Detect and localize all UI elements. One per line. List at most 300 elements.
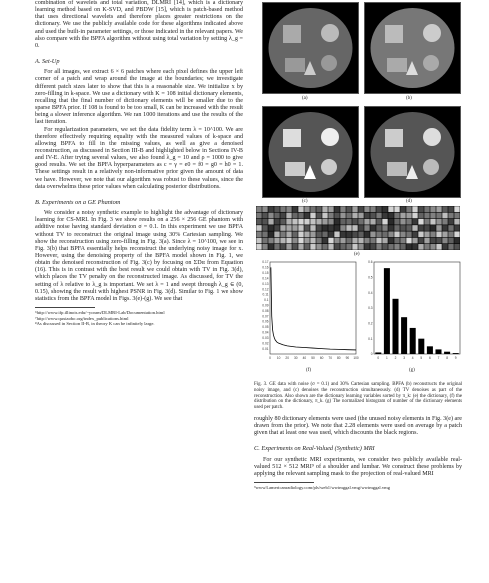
dictionary-patch <box>406 225 411 231</box>
dictionary-patch <box>328 206 333 212</box>
dictionary-patch <box>400 213 405 219</box>
dictionary-patch <box>310 244 315 250</box>
histogram-bar-chart <box>358 258 464 366</box>
dictionary-patch <box>304 225 309 231</box>
dictionary-patch <box>436 219 441 225</box>
dictionary-patch <box>454 213 459 219</box>
dictionary-patch <box>430 231 435 237</box>
section-setup-title: A. Set-Up <box>35 58 60 66</box>
dictionary-patch <box>364 219 369 225</box>
dictionary-patch <box>382 238 387 244</box>
right-paragraph-1: roughly 80 dictionary elements were used (the unused noisy elements in Fig. 3(e) are drawn from the prior). We note that 2.28 elements were used on average by a patch given that at least one was used, which discounts the black regions. <box>254 415 462 437</box>
y-tick-label: 0.17 <box>262 260 269 265</box>
y-tick-label: 0.6 <box>368 260 373 265</box>
dictionary-patch <box>292 231 297 237</box>
dictionary-patch <box>256 219 261 225</box>
dictionary-patch <box>262 225 267 231</box>
y-tick-label: 0 <box>370 352 373 357</box>
panel-e-label: (e) <box>354 252 360 257</box>
dictionary-patch <box>340 231 345 237</box>
dictionary-patch <box>400 225 405 231</box>
dictionary-patch <box>280 238 285 244</box>
dictionary-patch <box>310 219 315 225</box>
histogram-bar <box>453 353 459 354</box>
dictionary-patch <box>340 213 345 219</box>
dictionary-patch <box>376 213 381 219</box>
dictionary-patch <box>298 244 303 250</box>
x-tick-label: 50 <box>311 356 315 360</box>
y-tick-label: 0.06 <box>262 319 269 324</box>
dictionary-patch <box>268 206 273 212</box>
x-tick-label: 60 <box>319 356 324 360</box>
dictionary-patch <box>310 206 315 212</box>
dictionary-patch <box>322 231 327 237</box>
panel-f-label: (f) <box>306 368 311 373</box>
y-tick-label: 0.13 <box>262 281 269 286</box>
panel-a-image <box>262 2 359 94</box>
dictionary-patch <box>256 238 261 244</box>
dictionary-patch <box>448 225 453 231</box>
dictionary-patch <box>256 225 261 231</box>
dictionary-patch <box>352 238 357 244</box>
dictionary-patch <box>292 225 297 231</box>
histogram-bar <box>410 328 416 354</box>
dictionary-patch <box>418 206 423 212</box>
dictionary-patch <box>376 244 381 250</box>
x-tick-label: 0 <box>269 356 271 360</box>
dictionary-patch <box>256 206 261 212</box>
dictionary-patch <box>340 244 345 250</box>
dictionary-patch <box>442 244 447 250</box>
dictionary-patch <box>430 244 435 250</box>
y-tick-label: 0.03 <box>262 335 269 340</box>
dictionary-patch <box>448 244 453 250</box>
dictionary-patch <box>424 206 429 212</box>
dictionary-patch <box>334 219 339 225</box>
x-tick-label: 80 <box>337 356 341 360</box>
dictionary-patch <box>364 206 369 212</box>
dictionary-patch <box>394 244 399 250</box>
dictionary-patch <box>262 244 267 250</box>
footnote-9: ⁹www3.americanradiology.com/pls/web1/wwimggal.vmg/wwimggal.vmg <box>254 485 391 491</box>
dictionary-patch <box>280 231 285 237</box>
dictionary-patch <box>256 244 261 250</box>
dictionary-patch <box>412 238 417 244</box>
dictionary-patch <box>280 219 285 225</box>
dictionary-patch <box>316 219 321 225</box>
dictionary-patch <box>370 206 375 212</box>
dictionary-patch <box>418 238 423 244</box>
dictionary-patch <box>292 213 297 219</box>
dictionary-patch <box>454 244 459 250</box>
dictionary-patch <box>334 225 339 231</box>
dictionary-patch <box>430 206 435 212</box>
dictionary-patch <box>400 231 405 237</box>
dictionary-patch <box>334 231 339 237</box>
dictionary-patch <box>328 231 333 237</box>
dictionary-patch <box>280 225 285 231</box>
dictionary-patch <box>454 238 459 244</box>
y-tick-label: 0.04 <box>262 330 269 335</box>
section-ge-title: B. Experiments on a GE Phantom <box>35 198 121 206</box>
footnote-rule <box>35 307 95 308</box>
y-tick-label: 0.08 <box>262 308 269 313</box>
dictionary-patch <box>262 219 267 225</box>
y-tick-label: 0.1 <box>368 336 373 341</box>
y-tick-label: 0.15 <box>262 271 269 276</box>
dictionary-patch <box>394 231 399 237</box>
dictionary-patch <box>436 225 441 231</box>
synth-paragraph-1: For our synthetic MRI experiments, we consider two publicly available real-valued 512 × 512 MRI⁹ of a shoulder and lumbar. We construct these problems by applying the relevant sampling mask to the projection of real-valued MRI <box>254 456 462 477</box>
dictionary-patch <box>274 231 279 237</box>
dictionary-patch <box>370 231 375 237</box>
dictionary-patch <box>430 225 435 231</box>
pi-k-line-chart <box>254 258 360 366</box>
dictionary-patch <box>382 219 387 225</box>
dictionary-patch <box>430 213 435 219</box>
dictionary-patch <box>418 225 423 231</box>
histogram-bar <box>384 268 390 354</box>
dictionary-patch <box>292 206 297 212</box>
x-tick-label: 0 <box>377 356 380 360</box>
x-tick-label: 9 <box>454 356 457 360</box>
dictionary-patch <box>298 206 303 212</box>
setup-paragraph-1: For all images, we extract 6 × 6 patches where each pixel defines the upper left corner of a patch and wrap around the image at the boundaries; we investigate different patch sizes later to show that this is a reasonable size. We initialize x by zero-filling in k-space. We use a dictionary with K = 108 initial dictionary elements, recalling that the final number of dictionary elements will be smaller due to the sparse BPFA prior. If 108 is found to be too small, K can be increased with the result being a slower inference algorithm. We ran 1000 iterations and use the results of the last iteration. <box>35 69 243 126</box>
dictionary-patch <box>274 206 279 212</box>
dictionary-patch <box>448 231 453 237</box>
dictionary-patch <box>286 225 291 231</box>
dictionary-patch <box>304 213 309 219</box>
dictionary-patch <box>274 225 279 231</box>
dictionary-patch <box>298 219 303 225</box>
dictionary-patch <box>292 219 297 225</box>
dictionary-patch <box>292 244 297 250</box>
dictionary-patch <box>412 213 417 219</box>
dictionary-patch <box>364 213 369 219</box>
x-tick-label: 10 <box>276 356 281 360</box>
dictionary-patch <box>388 244 393 250</box>
histogram-bar <box>444 352 450 354</box>
y-tick-label: 0.01 <box>262 346 269 351</box>
dictionary-patch <box>310 225 315 231</box>
dictionary-patch <box>286 213 291 219</box>
dictionary-patch <box>328 244 333 250</box>
panel-f-chart <box>254 258 360 369</box>
dictionary-patch <box>316 244 321 250</box>
dictionary-patch <box>268 213 273 219</box>
dictionary-patch <box>370 219 375 225</box>
dictionary-patch <box>352 225 357 231</box>
dictionary-patch <box>334 244 339 250</box>
y-tick-label: 0.2 <box>368 321 373 326</box>
dictionary-patch <box>298 213 303 219</box>
dictionary-patch <box>406 206 411 212</box>
dictionary-patch <box>370 225 375 231</box>
dictionary-patch <box>412 225 417 231</box>
dictionary-patch <box>436 206 441 212</box>
dictionary-patch <box>364 244 369 250</box>
dictionary-patch <box>370 213 375 219</box>
ge-paragraph-1: We consider a noisy synthetic example to highlight the advantage of dictionary learning for CS-MRI. In Fig. 3 we show results on a 256 × 256 GE phantom with additive noise having standard deviation σ = 0.1. In this experiment we use BPFA without TV to reconstruct the original image using 30% Cartesian sampling. We show the reconstruction using zero-filling in Fig. 3(a). Since λ = 10^100, we see in Fig. 3(b) that BPFA essentially helps reconstruct the underlying noisy image for x. However, using the denoising property of the BPFA model shown in Fig. 1, we obtain the denoised reconstruction of Fig. 3(c) by focusing on ΣDα from Equation (16). This is in contrast with the best result we could obtain with TV in Fig. 3(d), which places the TV penalty on the reconstructed image. As discussed, for TV the setting of λ relative to λ_g is important. We set λ = 1 and swept through λ_g ∈ (0, 0.15), showing the result with highest PSNR in Fig. 3(d). Similar to Fig. 1 we show statistics from the BPFA model in Figs. 3(e)-(g). We see that <box>35 210 243 302</box>
dictionary-patch <box>364 238 369 244</box>
x-tick-label: 40 <box>302 356 307 360</box>
dictionary-patch <box>382 244 387 250</box>
x-tick-label: 7 <box>437 356 440 360</box>
dictionary-patch <box>358 225 363 231</box>
footnote-8: ⁸As discussed in Section II-B, in theory K can be infinitely large. <box>35 321 155 327</box>
dictionary-patch <box>400 219 405 225</box>
dictionary-patch <box>340 238 345 244</box>
dictionary-patch <box>292 238 297 244</box>
dictionary-patch <box>304 219 309 225</box>
histogram-bar <box>435 349 441 354</box>
dictionary-patch <box>322 219 327 225</box>
x-tick-label: 90 <box>345 356 350 360</box>
histogram-bar <box>401 317 407 354</box>
y-tick-label: 0.02 <box>262 341 269 346</box>
right-column <box>254 0 462 491</box>
dictionary-patch <box>268 244 273 250</box>
x-tick-label: 30 <box>294 356 298 360</box>
dictionary-patch <box>316 225 321 231</box>
panel-d-label: (d) <box>406 199 412 204</box>
dictionary-patch <box>352 244 357 250</box>
dictionary-patch <box>286 206 291 212</box>
dictionary-patch <box>418 231 423 237</box>
dictionary-patch <box>448 213 453 219</box>
dictionary-patch <box>376 225 381 231</box>
footnote-7: ⁷http://www.quxiaobo.org/index_publications.html <box>35 315 129 321</box>
dictionary-patch <box>322 213 327 219</box>
dictionary-patch <box>442 213 447 219</box>
dictionary-patch <box>424 231 429 237</box>
dictionary-patch <box>256 213 261 219</box>
dictionary-patch <box>442 225 447 231</box>
figure-3-caption: Fig. 3. GE data with noise (σ = 0.1) and 30% Cartesian sampling. BPFA (b) reconstructs the original noisy image, and (c) denoises the reconstruction simultaneously. (d) TV denoises as part of the reconstruction. Also shown are the dictionary learning variables sorted by π_k: (e) the dictionary, (f) the distribution on the dictionary, π_k. (g) The normalized histogram of number of the dictionary elements used per patch. <box>254 382 462 411</box>
dictionary-patch <box>454 231 459 237</box>
dictionary-patch <box>454 225 459 231</box>
dictionary-patch <box>448 238 453 244</box>
dictionary-patch <box>442 219 447 225</box>
dictionary-patch <box>406 219 411 225</box>
dictionary-patch <box>412 206 417 212</box>
dictionary-patch <box>346 231 351 237</box>
figure-3 <box>254 0 462 382</box>
x-tick-label: 3 <box>403 356 405 360</box>
dictionary-patch <box>394 225 399 231</box>
dictionary-patch <box>400 244 405 250</box>
dictionary-patch <box>370 238 375 244</box>
panel-c-label: (c) <box>302 199 308 204</box>
dictionary-patch <box>412 219 417 225</box>
y-tick-label: 0.07 <box>262 314 269 319</box>
dictionary-patch <box>310 231 315 237</box>
histogram-bar <box>418 339 424 354</box>
dictionary-patch <box>454 206 459 212</box>
dictionary-patch <box>322 225 327 231</box>
dictionary-patch <box>352 206 357 212</box>
dictionary-patch <box>316 206 321 212</box>
dictionary-patch <box>274 238 279 244</box>
footnote-rule-right <box>254 482 314 483</box>
dictionary-patch <box>394 206 399 212</box>
dictionary-patch <box>280 213 285 219</box>
intro-paragraph: combination of wavelets and total variation, DLMRI [14], which is a dictionary learning method based on K-SVD, and PBDW [15], which is patch-based method that uses directional wavelets and therefore places greater restrictions on the dictionary. We use the publicly available code for these algorithms indicated above and used the built-in parameter settings, or those indicated in the relevant papers. We also compare with the BPFA algorithm without using total variation by setting λ_g = 0. <box>35 0 243 49</box>
dictionary-patch <box>376 238 381 244</box>
panel-b-label: (b) <box>406 96 412 101</box>
dictionary-patch <box>454 219 459 225</box>
dictionary-patch <box>304 231 309 237</box>
panel-a-label: (a) <box>302 96 308 101</box>
dictionary-patch <box>388 213 393 219</box>
dictionary-patch <box>346 225 351 231</box>
dictionary-patch <box>322 206 327 212</box>
dictionary-patch <box>274 213 279 219</box>
dictionary-patch <box>412 231 417 237</box>
dictionary-patch <box>364 225 369 231</box>
dictionary-patch <box>298 231 303 237</box>
dictionary-patch <box>328 238 333 244</box>
y-tick-label: 0.3 <box>368 306 373 311</box>
panel-g-label: (g) <box>409 368 415 373</box>
dictionary-patch <box>286 219 291 225</box>
y-tick-label: 0.1 <box>264 298 269 303</box>
dictionary-patch <box>448 219 453 225</box>
x-tick-label: 6 <box>429 356 431 360</box>
dictionary-patch <box>280 244 285 250</box>
dictionary-patch <box>424 225 429 231</box>
dictionary-patch <box>298 238 303 244</box>
dictionary-patch <box>424 219 429 225</box>
dictionary-patch <box>364 231 369 237</box>
dictionary-patch <box>406 231 411 237</box>
dictionary-grid <box>256 206 460 250</box>
dictionary-patch <box>436 231 441 237</box>
x-tick-label: 20 <box>285 356 289 360</box>
dictionary-patch <box>418 213 423 219</box>
panel-e-dictionary <box>256 206 460 250</box>
dictionary-patch <box>424 238 429 244</box>
dictionary-patch <box>262 206 267 212</box>
dictionary-patch <box>262 213 267 219</box>
dictionary-patch <box>358 244 363 250</box>
dictionary-patch <box>316 238 321 244</box>
dictionary-patch <box>286 244 291 250</box>
dictionary-patch <box>382 213 387 219</box>
dictionary-patch <box>298 225 303 231</box>
dictionary-patch <box>322 238 327 244</box>
dictionary-patch <box>340 219 345 225</box>
dictionary-patch <box>310 238 315 244</box>
dictionary-patch <box>376 231 381 237</box>
dictionary-patch <box>256 231 261 237</box>
dictionary-patch <box>430 219 435 225</box>
dictionary-patch <box>442 206 447 212</box>
dictionary-patch <box>334 213 339 219</box>
dictionary-patch <box>436 213 441 219</box>
dictionary-patch <box>388 219 393 225</box>
dictionary-patch <box>418 244 423 250</box>
dictionary-patch <box>268 219 273 225</box>
dictionary-patch <box>286 231 291 237</box>
dictionary-patch <box>424 244 429 250</box>
dictionary-patch <box>424 213 429 219</box>
dictionary-patch <box>394 238 399 244</box>
dictionary-patch <box>262 231 267 237</box>
dictionary-patch <box>394 213 399 219</box>
dictionary-patch <box>304 206 309 212</box>
dictionary-patch <box>442 238 447 244</box>
dictionary-patch <box>316 231 321 237</box>
histogram-bar <box>392 299 398 354</box>
y-tick-label: 0.14 <box>262 276 269 281</box>
dictionary-patch <box>382 206 387 212</box>
dictionary-patch <box>358 231 363 237</box>
dictionary-patch <box>406 238 411 244</box>
dictionary-patch <box>406 244 411 250</box>
x-tick-label: 1 <box>386 356 388 360</box>
dictionary-patch <box>328 225 333 231</box>
dictionary-patch <box>400 238 405 244</box>
x-tick-label: 8 <box>446 356 448 360</box>
dictionary-patch <box>268 225 273 231</box>
dictionary-patch <box>304 244 309 250</box>
dictionary-patch <box>346 244 351 250</box>
dictionary-patch <box>334 206 339 212</box>
dictionary-patch <box>412 244 417 250</box>
plot-frame <box>270 262 356 354</box>
dictionary-patch <box>310 213 315 219</box>
dictionary-patch <box>334 238 339 244</box>
histogram-bar <box>375 352 381 354</box>
y-tick-label: 0.4 <box>368 290 373 295</box>
y-tick-label: 0.09 <box>262 303 269 308</box>
dictionary-patch <box>436 244 441 250</box>
histogram-bar <box>427 346 433 354</box>
y-tick-label: 0.05 <box>262 325 269 330</box>
dictionary-patch <box>418 219 423 225</box>
dictionary-patch <box>328 213 333 219</box>
dictionary-patch <box>346 238 351 244</box>
y-tick-label: 0.5 <box>368 275 373 280</box>
dictionary-patch <box>388 206 393 212</box>
dictionary-patch <box>346 219 351 225</box>
dictionary-patch <box>376 219 381 225</box>
dictionary-patch <box>358 238 363 244</box>
dictionary-patch <box>382 231 387 237</box>
dictionary-patch <box>370 244 375 250</box>
dictionary-patch <box>328 219 333 225</box>
x-tick-label: 4 <box>411 356 414 360</box>
dictionary-patch <box>448 206 453 212</box>
panel-g-chart <box>358 258 464 369</box>
dictionary-patch <box>358 213 363 219</box>
setup-paragraph-2: For regularization parameters, we set the data fidelity term λ = 10^100. We are therefore effectively requiring equality with the measured values of k-space and allowing BPFA to fill in the missing values, as well as give a denoised reconstruction, as discussed in Section III-B and highlighted below in Sections IV-B and IV-E. After trying several values, we also found λ_g = 10 and ρ = 1000 to give good results. We set the BPFA hyperparameters as c = γ = e0 = f0 = g0 = h0 = 1. These settings result in a relatively non-informative prior given the amount of data we have. However, we note that our algorithm was robust to these values, since the data overwhelms these prior values when calculating posterior distributions. <box>35 126 243 190</box>
dictionary-patch <box>388 231 393 237</box>
dictionary-patch <box>358 219 363 225</box>
dictionary-patch <box>340 225 345 231</box>
dictionary-patch <box>400 206 405 212</box>
dictionary-patch <box>340 206 345 212</box>
dictionary-patch <box>352 219 357 225</box>
dictionary-patch <box>268 231 273 237</box>
x-tick-label: 2 <box>394 356 397 360</box>
panel-d-image <box>364 106 461 198</box>
dictionary-patch <box>358 206 363 212</box>
dictionary-patch <box>388 225 393 231</box>
dictionary-patch <box>280 206 285 212</box>
left-column <box>35 0 243 327</box>
